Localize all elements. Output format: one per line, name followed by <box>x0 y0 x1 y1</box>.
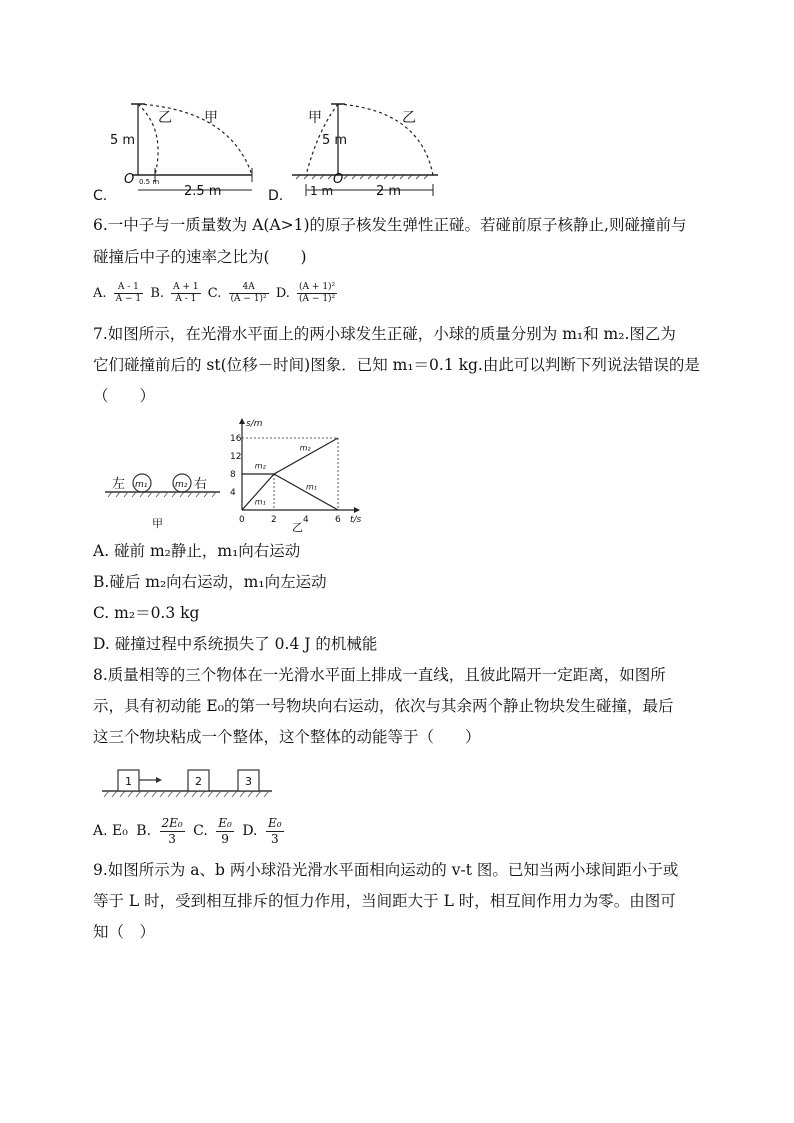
q8-b-den: 3 <box>168 831 176 846</box>
q8-option-a: A. E₀ <box>93 823 128 839</box>
q6-d-den: (A − 1)² <box>299 294 336 304</box>
x-axis-arrow <box>354 507 360 513</box>
q6-a-num: A - 1 <box>114 282 144 294</box>
c-dist-label: 2.5 m <box>184 184 222 199</box>
q8-options <box>93 812 288 850</box>
d-origin-label: O <box>333 172 344 187</box>
q8-option-c-fraction <box>216 816 234 847</box>
x-tick-label: 4 <box>303 515 309 525</box>
figures-c-d <box>0 0 794 210</box>
q6-line-2: 碰撞后中子的速率之比为( ) <box>93 248 307 266</box>
c-height-label: 5 m <box>110 133 136 148</box>
q9-line-2: 等于 L 时，受到相互排斥的恒力作用，当间距大于 L 时，相互间作用力为零。由图可 <box>93 892 676 910</box>
block-2-label: 2 <box>195 775 202 788</box>
y-tick-label: 12 <box>230 452 242 462</box>
q7-option-a: A. 碰前 m₂静止，m₁向右运动 <box>93 542 301 560</box>
q8-blocks-figure <box>100 764 280 804</box>
q6-option-d-fraction <box>297 282 337 305</box>
q6-a-den: A − 1 <box>115 294 142 304</box>
c-jia-label: 甲 <box>204 110 218 126</box>
ball-m1-label: m₁ <box>135 480 148 490</box>
d-yi-label: 乙 <box>402 110 416 126</box>
c-option-label: C. <box>93 188 108 204</box>
q8-d-num: E₀ <box>267 815 282 830</box>
y-axis-arrow <box>239 418 245 424</box>
series-label-m2-after: m₂ <box>299 443 311 453</box>
q8-c-den: 9 <box>221 831 229 846</box>
fig-jia-caption: 甲 <box>152 517 163 530</box>
y-axis-label: s/m <box>246 419 263 429</box>
q6-option-c-fraction <box>229 282 269 305</box>
q7-st-chart <box>228 418 378 538</box>
q8-c-num: E₀ <box>218 815 232 830</box>
q6-option-a-label: A. <box>93 286 107 301</box>
q6-options <box>93 279 340 309</box>
q8-option-d-label: D. <box>242 823 258 839</box>
d-left-label: 1 m <box>310 184 334 198</box>
y-tick-label: 4 <box>230 488 236 498</box>
q6-option-b-label: B. <box>150 286 164 301</box>
q6-option-d-label: D. <box>275 286 290 301</box>
x-tick-label: 6 <box>335 515 341 525</box>
block-1-label: 1 <box>125 775 132 788</box>
q8-b-num: 2E₀ <box>161 815 183 830</box>
series-label-m2-before: m₂ <box>254 461 266 471</box>
y-tick-label: 8 <box>230 470 236 480</box>
velocity-arrow-head <box>156 777 162 783</box>
q6-c-den: (A − 1)² <box>230 294 267 304</box>
q8-option-d-fraction <box>266 816 284 847</box>
q6-d-num: (A + 1)² <box>299 282 336 292</box>
series-label-m1-before: m₁ <box>254 497 266 507</box>
q8-d-den: 3 <box>270 831 279 846</box>
c-small-label: 0.5 m <box>139 178 160 186</box>
q6-option-a-fraction <box>114 282 144 305</box>
q8-option-b-label: B. <box>136 823 152 839</box>
y-tick-label: 16 <box>230 434 242 444</box>
q9-line-3: 知（ ） <box>93 923 156 941</box>
c-origin-label: O <box>124 172 135 187</box>
q7-line-1: 7.如图所示，在光滑水平面上的两小球发生正碰，小球的质量分别为 m₁和 m₂.图乙为 <box>93 325 676 343</box>
q6-option-c-label: C. <box>207 286 222 301</box>
right-label: 右 <box>194 477 208 492</box>
left-label: 左 <box>112 477 126 492</box>
q6-b-den: A - 1 <box>175 294 197 304</box>
q7-option-b: B.碰后 m₂向右运动，m₁向左运动 <box>93 573 327 591</box>
q7-line-3: （ ） <box>93 387 156 405</box>
d-height-label: 5 m <box>322 133 348 148</box>
q8-option-b-fraction <box>160 816 185 847</box>
ball-m2-label: m₂ <box>175 480 188 490</box>
q8-option-c-label: C. <box>193 823 208 839</box>
q6-option-b-fraction <box>171 282 201 305</box>
block-3-label: 3 <box>245 775 252 788</box>
x-tick-label: 2 <box>271 515 277 525</box>
chart-caption: 乙 <box>292 521 303 534</box>
d-jia-label: 甲 <box>308 110 322 126</box>
q8-line-3: 这三个物块粘成一个整体，这个整体的动能等于（ ） <box>93 728 481 746</box>
x-tick-label: 0 <box>239 515 245 525</box>
q9-line-1: 9.如图所示为 a、b 两小球沿光滑水平面相向运动的 v-t 图。已知当两小球间距小于或 <box>93 861 679 879</box>
q7-option-c: C. m₂＝0.3 kg <box>93 604 200 622</box>
q7-line-2: 它们碰撞前后的 st(位移－时间)图象．已知 m₁＝0.1 kg.由此可以判断下列说法错误的是 <box>93 356 700 374</box>
q7-option-d: D. 碰撞过程中系统损失了 0.4 J 的机械能 <box>93 635 378 653</box>
c-yi-label: 乙 <box>158 110 172 126</box>
d-right-label: 2 m <box>376 184 402 199</box>
q8-line-1: 8.质量相等的三个物体在一光滑水平面上排成一直线，且彼此隔开一定距离，如图所 <box>93 666 666 684</box>
d-option-label: D. <box>268 188 284 204</box>
q8-line-2: 示，具有初动能 E₀的第一号物块向右运动，依次与其余两个静止物块发生碰撞，最后 <box>93 697 674 715</box>
q6-line-1: 6.一中子与一质量数为 A(A>1)的原子核发生弹性正碰。若碰前原子核静止,则碰撞前与 <box>93 216 687 234</box>
q6-b-num: A + 1 <box>173 282 199 292</box>
x-axis-label: t/s <box>350 515 362 525</box>
q6-c-num: 4A <box>229 282 269 294</box>
series-label-m1-after: m₁ <box>306 482 317 492</box>
